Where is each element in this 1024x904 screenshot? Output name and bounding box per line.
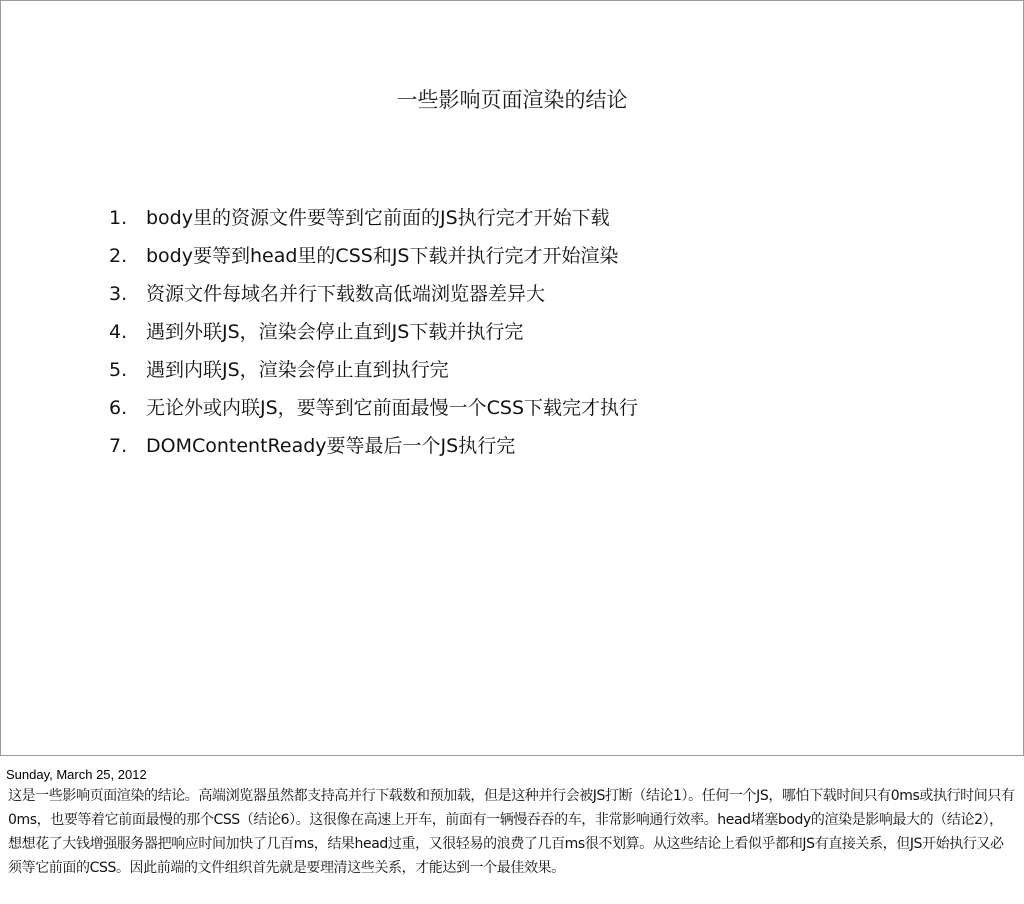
item-text: 资源文件每域名并行下载数高低端浏览器差异大 <box>146 283 546 305</box>
item-text: 无论外或内联JS，要等到它前面最慢一个CSS下载完才执行 <box>146 397 639 419</box>
list-item <box>109 427 638 465</box>
list-item <box>109 275 638 313</box>
item-text: 遇到外联JS，渲染会停止直到JS下载并执行完 <box>146 321 524 343</box>
item-number: 1. <box>109 207 128 229</box>
item-number: 7. <box>109 435 128 457</box>
list-item <box>109 313 638 351</box>
list-item <box>109 389 638 427</box>
conclusion-list <box>109 199 638 465</box>
list-item <box>109 237 638 275</box>
list-item <box>109 351 638 389</box>
slide-title: 一些影响页面渲染的结论 <box>396 88 628 112</box>
item-number: 6. <box>109 397 128 419</box>
item-text: DOMContentReady要等最后一个JS执行完 <box>146 435 516 457</box>
item-text: body里的资源文件要等到它前面的JS执行完才开始下载 <box>146 207 610 229</box>
item-text: 遇到内联JS，渲染会停止直到执行完 <box>146 359 449 381</box>
item-number: 5. <box>109 359 128 381</box>
speaker-notes: 这是一些影响页面渲染的结论。高端浏览器虽然都支持高并行下载数和预加载，但是这种并行会被JS打断（结论1）。任何一个JS，哪怕下载时间只有0ms或执行时间只有0ms，也要等着它前面最慢的那个CSS（结论6）。这很像在高速上开车，前面有一辆慢吞吞的车，非常影响通行效率。head堵塞body的渲染是影响最大的（结论2），想想花了大钱增强服务器把响应时间加快了几百ms，结果head过重，又很轻易的浪费了几百ms很不划算。从这些结论上看似乎都和JS有直接关系，但JS开始执行又必须等它前面的CSS。因此前端的文件组织首先就是要理清这些关系，才能达到一个最佳效果。 <box>8 788 1015 876</box>
item-text: body要等到head里的CSS和JS下载并执行完才开始渲染 <box>146 245 619 267</box>
item-number: 2. <box>109 245 128 267</box>
item-number: 4. <box>109 321 128 343</box>
date-label: Sunday, March 25, 2012 <box>6 767 147 782</box>
list-item <box>109 199 638 237</box>
item-number: 3. <box>109 283 128 305</box>
